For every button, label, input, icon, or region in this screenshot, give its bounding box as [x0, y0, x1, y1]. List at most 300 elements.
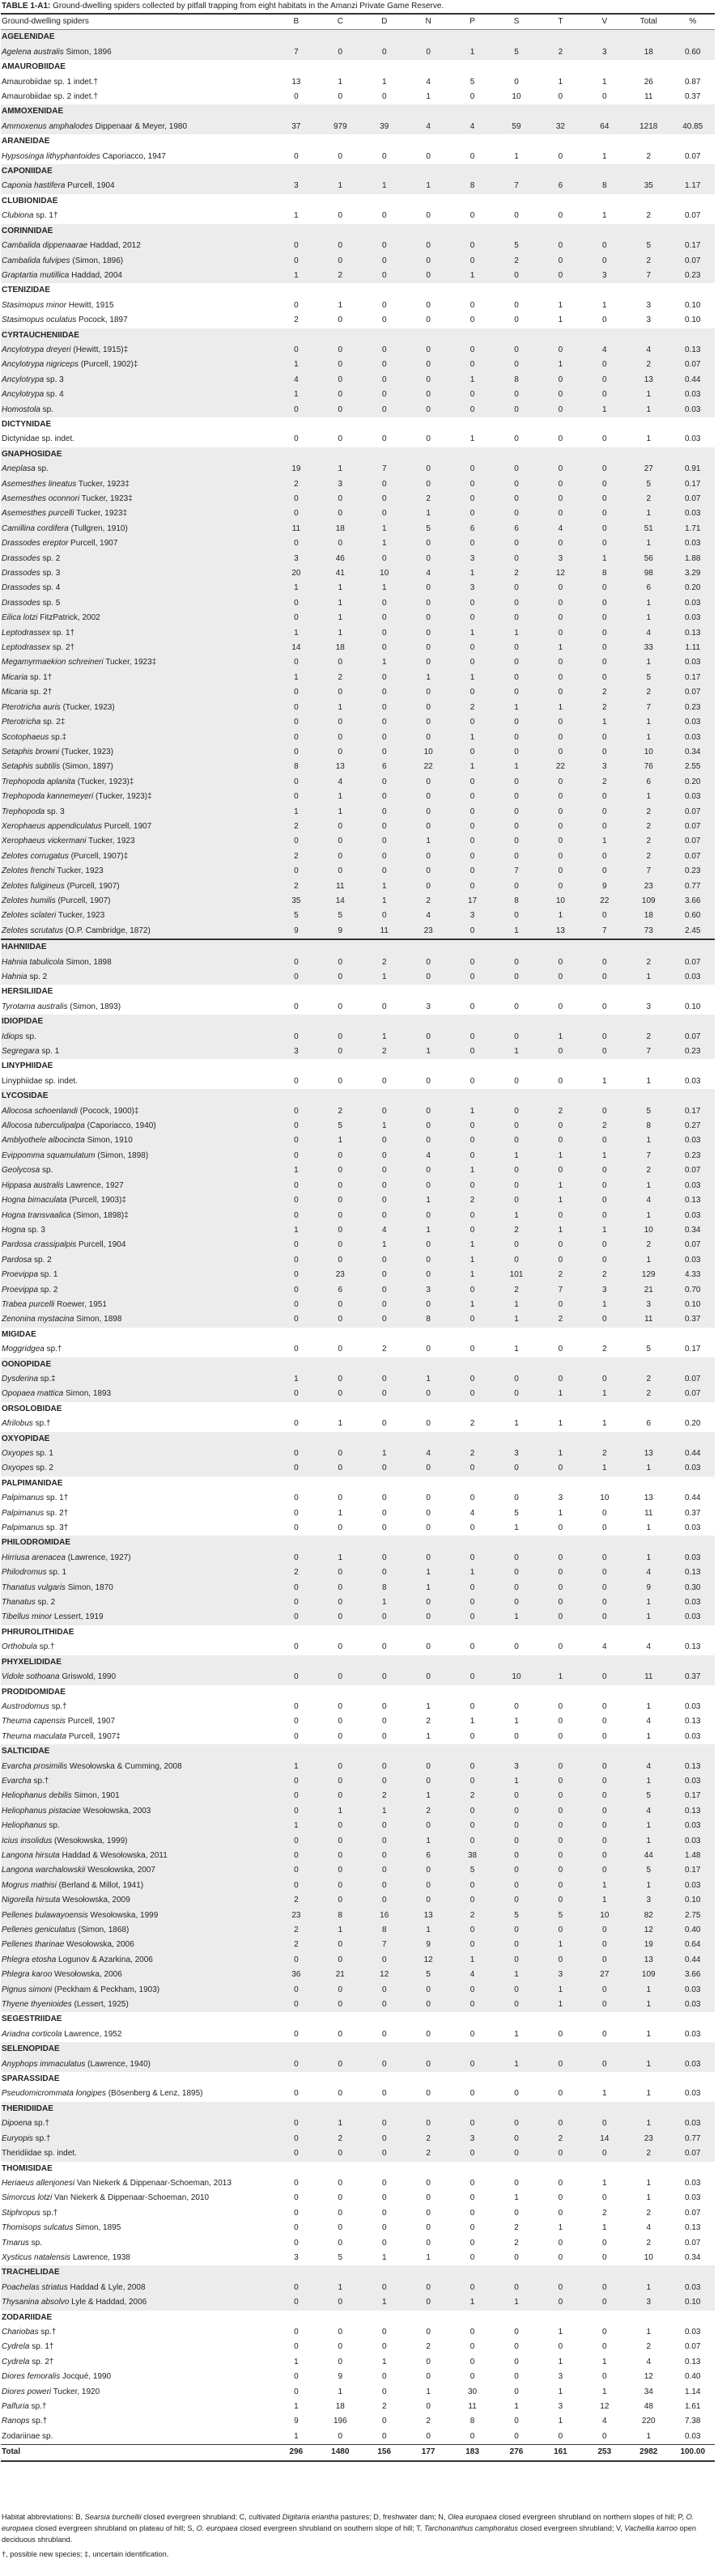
count-n: 0: [406, 685, 450, 700]
count-n: 4: [406, 1149, 450, 1163]
count-s: 0: [495, 715, 538, 730]
total-s: 276: [495, 2445, 538, 2461]
species-name: [1, 462, 274, 477]
count-d: 0: [381, 2431, 387, 2441]
count-b: 0: [274, 403, 318, 417]
count-percent: 2.75: [670, 1909, 715, 1923]
count-s: 2: [495, 1223, 538, 1238]
species-binomial: Leptodrassex: [2, 643, 51, 653]
species-name: [1, 1491, 274, 1506]
count-p: 0: [450, 1893, 494, 1908]
count-n: 0: [426, 1508, 431, 1518]
count-percent: 0.07: [670, 1387, 715, 1401]
count-c: 0: [338, 2029, 343, 2039]
count-percent: 0.13: [670, 1193, 715, 1208]
count-s: 0: [495, 1387, 538, 1401]
count-total: 5: [627, 1863, 670, 1878]
count-s: 0: [495, 745, 538, 760]
species-row: [1, 209, 715, 223]
count-c: 23: [318, 1268, 362, 1282]
species-name: [1, 2340, 274, 2354]
species-binomial: Palpimanus: [2, 1508, 45, 1518]
species-row: [1, 1953, 715, 1968]
count-total: 1: [627, 1819, 670, 1833]
count-total: 1: [627, 403, 670, 417]
species-name: [1, 2430, 274, 2445]
count-total: 1: [646, 1701, 652, 1711]
count-percent: 0.03: [670, 1179, 715, 1193]
species-authority: (Tucker, 1923)‡: [75, 777, 134, 786]
count-total: 1: [627, 536, 670, 551]
count-c: 1: [318, 626, 362, 641]
species-row: [1, 1030, 715, 1044]
count-b: 2: [274, 1938, 318, 1952]
count-t: 13: [538, 924, 582, 939]
count-percent: 0.37: [670, 1670, 715, 1684]
count-total: 4: [646, 1642, 652, 1652]
count-s: 1: [514, 1717, 519, 1727]
count-v: 0: [583, 462, 627, 477]
species-row: [1, 701, 715, 715]
count-n: 0: [426, 2029, 431, 2039]
count-n: 2: [426, 2342, 431, 2352]
species-authority: Simon, 1901: [71, 1791, 120, 1801]
count-total: 21: [627, 1283, 670, 1298]
footnote-text: closed evergreen shrubland; V,: [517, 2524, 625, 2532]
count-d: 2: [381, 1345, 387, 1354]
species-authority: (Berland & Millot, 1941): [56, 1880, 144, 1890]
count-n: 0: [406, 358, 450, 372]
count-c: 0: [318, 403, 362, 417]
family-row: [1, 2265, 715, 2280]
count-total: 12: [644, 2372, 653, 2382]
count-percent: 0.34: [670, 745, 715, 760]
count-d: 1: [363, 581, 406, 595]
count-p: 0: [450, 611, 494, 625]
count-s: 0: [495, 1789, 538, 1803]
count-t: 0: [558, 2029, 563, 2039]
count-c: 0: [318, 834, 362, 849]
count-b: 11: [274, 522, 318, 536]
count-total: 1: [627, 506, 670, 521]
species-row: [1, 715, 715, 730]
count-n: 0: [406, 2295, 450, 2310]
species-name: [1, 1506, 274, 1521]
count-c: 1: [318, 581, 362, 595]
species-binomial: Zelotes corrugatus: [2, 851, 69, 861]
species-binomial: Aneplasa: [2, 464, 36, 474]
table-label: TABLE 1-A1:: [2, 2, 51, 11]
count-percent: 0.23: [670, 864, 715, 879]
count-p: 0: [450, 1372, 494, 1387]
family-row: [1, 2311, 715, 2325]
count-percent: 0.03: [670, 506, 715, 521]
count-v: 3: [583, 45, 627, 60]
species-authority: Caporiacco, 1947: [100, 151, 166, 161]
count-n: 0: [406, 2281, 450, 2295]
count-s: 0: [495, 2281, 538, 2295]
count-s: 0: [514, 211, 519, 221]
count-s: 0: [495, 403, 538, 417]
count-b: 0: [294, 2193, 299, 2203]
species-row: [1, 388, 715, 402]
family-row: [1, 2042, 715, 2057]
count-d: 0: [363, 596, 406, 611]
species-row: [1, 403, 715, 417]
count-percent: 0.10: [685, 316, 701, 325]
count-c: 0: [338, 2357, 343, 2366]
species-row: [1, 90, 715, 104]
count-percent: 0.03: [685, 1076, 701, 1086]
count-v: 1: [602, 2178, 607, 2188]
count-b: 1: [274, 581, 318, 595]
count-s: 0: [495, 1879, 538, 1893]
count-v: 0: [602, 1002, 607, 1011]
count-c: 1: [318, 1133, 362, 1148]
count-v: 2: [583, 685, 627, 700]
count-s: 7: [495, 179, 538, 193]
count-t: 1: [558, 77, 563, 87]
count-c: 14: [318, 894, 362, 909]
count-p: 0: [450, 1879, 494, 1893]
count-t: 0: [538, 955, 582, 970]
count-b: 0: [294, 1523, 299, 1533]
count-t: 1: [558, 1508, 563, 1518]
count-percent: 0.20: [670, 581, 715, 595]
count-t: 0: [558, 151, 563, 161]
count-t: 0: [538, 790, 582, 804]
species-authority: Simon, 1898: [74, 1315, 122, 1324]
count-c: 41: [318, 566, 362, 581]
count-s: 0: [514, 2208, 519, 2218]
species-binomial: Ranops: [2, 2417, 30, 2426]
count-v: 0: [583, 358, 627, 372]
count-n: 0: [426, 2178, 431, 2188]
species-binomial: Cydrela: [2, 2342, 30, 2352]
species-binomial: Proevippa: [2, 1270, 39, 1280]
count-percent: 0.03: [670, 388, 715, 402]
count-s: 0: [495, 1104, 538, 1119]
count-total: 44: [627, 1849, 670, 1863]
species-binomial: Phlegra etosha: [2, 1955, 57, 1964]
count-b: 0: [274, 1610, 318, 1625]
count-s: 1: [495, 2295, 538, 2310]
count-t: 3: [558, 2402, 563, 2411]
species-binomial: Diores poweri: [2, 2387, 52, 2396]
count-d: 16: [363, 1909, 406, 1923]
count-b: 0: [274, 1104, 318, 1119]
count-b: 13: [291, 77, 301, 87]
species-name: [1, 864, 274, 879]
count-total: 82: [627, 1909, 670, 1923]
count-percent: 0.03: [670, 1133, 715, 1148]
count-n: 2: [406, 2132, 450, 2146]
species-row: [1, 2236, 715, 2251]
count-v: 0: [583, 506, 627, 521]
count-p: 0: [469, 151, 475, 161]
count-c: 0: [318, 849, 362, 864]
count-p: 0: [450, 388, 494, 402]
species-name: [1, 849, 274, 864]
count-total: 2: [627, 1163, 670, 1178]
count-c: 1: [318, 1551, 362, 1566]
count-d: 0: [381, 434, 387, 444]
species-binomial: Hypsosinga lithyphantoides: [2, 151, 100, 161]
species-name: [1, 955, 274, 970]
species-binomial: Xerophaeus vickermani: [2, 837, 87, 846]
count-d: 0: [363, 671, 406, 685]
species-row: [1, 1119, 715, 1133]
species-row: [1, 1223, 715, 1238]
count-percent: 0.10: [670, 1298, 715, 1312]
count-percent: 0.70: [670, 1283, 715, 1298]
species-row: [1, 745, 715, 760]
species-name: [1, 254, 274, 269]
count-t: 0: [538, 1119, 582, 1133]
count-p: 0: [469, 2223, 475, 2233]
count-s: 0: [495, 1834, 538, 1849]
count-p: 0: [450, 849, 494, 864]
count-v: 0: [583, 2295, 627, 2310]
count-percent: 1.48: [670, 1849, 715, 1863]
count-p: 0: [469, 2029, 475, 2039]
count-b: 0: [274, 239, 318, 253]
count-v: 0: [583, 1209, 627, 1223]
count-p: 0: [450, 924, 494, 939]
count-b: 0: [274, 1789, 318, 1803]
count-v: 0: [583, 1581, 627, 1595]
species-name: [1, 1714, 274, 1729]
family-row: [1, 939, 715, 955]
species-row: [1, 1506, 715, 1521]
total-n: 177: [406, 2445, 450, 2461]
count-s: 101: [495, 1268, 538, 1282]
count-c: 5: [318, 1119, 362, 1133]
species-binomial: Thomisops sulcatus: [2, 2223, 74, 2233]
count-total: 109: [627, 894, 670, 909]
count-d: 0: [363, 1461, 406, 1476]
count-v: 1: [602, 2223, 607, 2233]
count-p: 0: [450, 1670, 494, 1684]
count-b: 0: [274, 1670, 318, 1684]
count-v: 0: [583, 1104, 627, 1119]
count-percent: 0.03: [685, 2327, 701, 2337]
count-b: 0: [294, 2238, 299, 2248]
count-b: 0: [274, 790, 318, 804]
species-row: [1, 1209, 715, 1223]
count-v: 0: [583, 1253, 627, 1268]
count-b: 0: [274, 1298, 318, 1312]
count-t: 0: [538, 2116, 582, 2131]
count-t: 0: [538, 671, 582, 685]
species-authority: Amaurobiidae sp. 1 indet.†: [2, 77, 98, 87]
count-b: 1: [274, 1223, 318, 1238]
species-authority: sp.: [28, 2238, 43, 2248]
count-percent: 0.07: [670, 358, 715, 372]
count-c: 2: [318, 2132, 362, 2146]
species-binomial: Langona hirsuta: [2, 1850, 60, 1860]
count-n: 0: [406, 1253, 450, 1268]
count-d: 0: [363, 715, 406, 730]
count-d: 0: [363, 1193, 406, 1208]
count-p: 1: [469, 1717, 475, 1727]
count-d: 0: [363, 2281, 406, 2295]
family-row: [1, 985, 715, 999]
count-v: 0: [583, 1566, 627, 1580]
count-percent: 0.37: [685, 92, 701, 102]
family-name: IDIOPIDAE: [1, 1015, 715, 1029]
count-b: 0: [274, 2281, 318, 2295]
count-d: 0: [363, 1953, 406, 1968]
count-b: 0: [274, 1149, 318, 1163]
count-total: 1: [646, 434, 652, 444]
count-t: 3: [558, 1493, 563, 1503]
count-v: 1: [602, 1419, 607, 1429]
count-v: 2: [583, 1268, 627, 1282]
count-n: 1: [406, 834, 450, 849]
count-percent: 0.23: [670, 1044, 715, 1059]
count-b: 0: [274, 1863, 318, 1878]
count-n: 0: [426, 2208, 431, 2218]
count-percent: 0.13: [685, 1642, 701, 1652]
species-authority: Haddad, 2004: [69, 270, 122, 280]
count-d: 7: [363, 1938, 406, 1952]
count-percent: 0.03: [670, 1209, 715, 1223]
count-s: 1: [495, 701, 538, 715]
species-binomial: Stiphropus: [2, 2208, 40, 2218]
species-authority: (Caporiacco, 1940): [84, 1121, 156, 1131]
count-v: 1: [602, 2387, 607, 2396]
count-v: 0: [583, 1804, 627, 1819]
count-total: 4: [627, 1566, 670, 1580]
species-binomial: Thanatus vulgaris: [2, 1582, 66, 1592]
species-name: [1, 805, 274, 820]
count-percent: 0.03: [670, 1253, 715, 1268]
count-c: 0: [338, 2208, 343, 2218]
species-authority: (Hewitt, 1915)‡: [70, 345, 129, 354]
count-t: 0: [538, 2281, 582, 2295]
count-c: 0: [318, 1253, 362, 1268]
count-d: 1: [363, 2295, 406, 2310]
count-p: 1: [450, 269, 494, 283]
count-n: 0: [406, 596, 450, 611]
count-total: 35: [627, 179, 670, 193]
count-p: 0: [450, 1030, 494, 1044]
count-n: 0: [406, 1893, 450, 1908]
species-row: [1, 834, 715, 849]
count-percent: 0.60: [670, 45, 715, 60]
count-d: 0: [363, 1760, 406, 1774]
count-c: 0: [318, 1595, 362, 1610]
count-p: 2: [450, 701, 494, 715]
count-v: 2: [602, 2208, 607, 2218]
family-name: PHRUROLITHIDAE: [2, 1627, 74, 1637]
count-t: 0: [558, 1523, 563, 1533]
count-total: 18: [627, 909, 670, 923]
count-b: 3: [294, 2252, 299, 2262]
count-p: 0: [469, 2357, 475, 2366]
count-t: 0: [538, 820, 582, 834]
count-percent: 3.66: [670, 894, 715, 909]
species-name: [1, 924, 274, 939]
count-d: 0: [363, 701, 406, 715]
species-authority: Hewitt, 1915: [66, 300, 114, 310]
count-total: 2: [646, 211, 652, 221]
count-s: 0: [514, 77, 519, 87]
count-t: 0: [558, 1002, 563, 1011]
column-header-d: D: [363, 14, 406, 30]
species-authority: (Tucker, 1923)‡: [93, 792, 152, 802]
species-authority: Tucker, 1920: [51, 2387, 100, 2396]
species-name: [1, 343, 274, 358]
count-t: 0: [538, 1372, 582, 1387]
count-t: 0: [538, 879, 582, 894]
count-n: 0: [406, 775, 450, 790]
count-t: 0: [538, 1923, 582, 1938]
count-p: 1: [450, 1238, 494, 1252]
count-n: 3: [426, 1002, 431, 1011]
count-b: 0: [274, 655, 318, 670]
species-row: [1, 1863, 715, 1878]
species-name: [1, 1581, 274, 1595]
count-c: 2: [318, 671, 362, 685]
species-authority: Lawrence, 1952: [62, 2029, 122, 2039]
family-name: ZODARIIDAE: [2, 2312, 53, 2322]
count-v: 1: [602, 2089, 607, 2099]
count-percent: 40.85: [670, 120, 715, 134]
count-c: 0: [338, 1717, 343, 1727]
count-b: 0: [294, 2089, 299, 2099]
count-v: 0: [583, 581, 627, 595]
count-total: 27: [627, 462, 670, 477]
species-name: [1, 1447, 274, 1461]
count-s: 0: [514, 2372, 519, 2382]
count-n: 0: [406, 879, 450, 894]
count-t: 1: [558, 2327, 563, 2337]
count-total: 23: [627, 879, 670, 894]
count-v: 1: [583, 1879, 627, 1893]
count-c: 5: [338, 2252, 343, 2262]
count-b: 0: [274, 775, 318, 790]
count-b: 0: [274, 1387, 318, 1401]
count-b: 0: [294, 151, 299, 161]
species-authority: (Peckham & Peckham, 1903): [52, 1985, 160, 1994]
count-c: 0: [338, 316, 343, 325]
count-c: 0: [318, 655, 362, 670]
count-t: 5: [538, 1909, 582, 1923]
count-p: 0: [469, 1523, 475, 1533]
species-row: [1, 2430, 715, 2445]
count-d: 0: [381, 1508, 387, 1518]
count-p: 2: [450, 1193, 494, 1208]
count-percent: 0.34: [685, 2252, 701, 2262]
count-total: 1: [627, 1209, 670, 1223]
count-c: 0: [318, 1819, 362, 1833]
count-n: 2: [406, 894, 450, 909]
count-total: 1: [627, 596, 670, 611]
species-name: [1, 239, 274, 253]
count-total: 2: [627, 254, 670, 269]
column-header-species: Ground-dwelling spiders: [1, 14, 274, 30]
count-n: 0: [406, 701, 450, 715]
count-n: 0: [406, 864, 450, 879]
species-row: [1, 2116, 715, 2131]
count-total: 4: [627, 1760, 670, 1774]
count-b: 0: [274, 1595, 318, 1610]
species-row: [1, 522, 715, 536]
species-authority: sp.†: [29, 2417, 48, 2426]
species-row: [1, 2281, 715, 2295]
